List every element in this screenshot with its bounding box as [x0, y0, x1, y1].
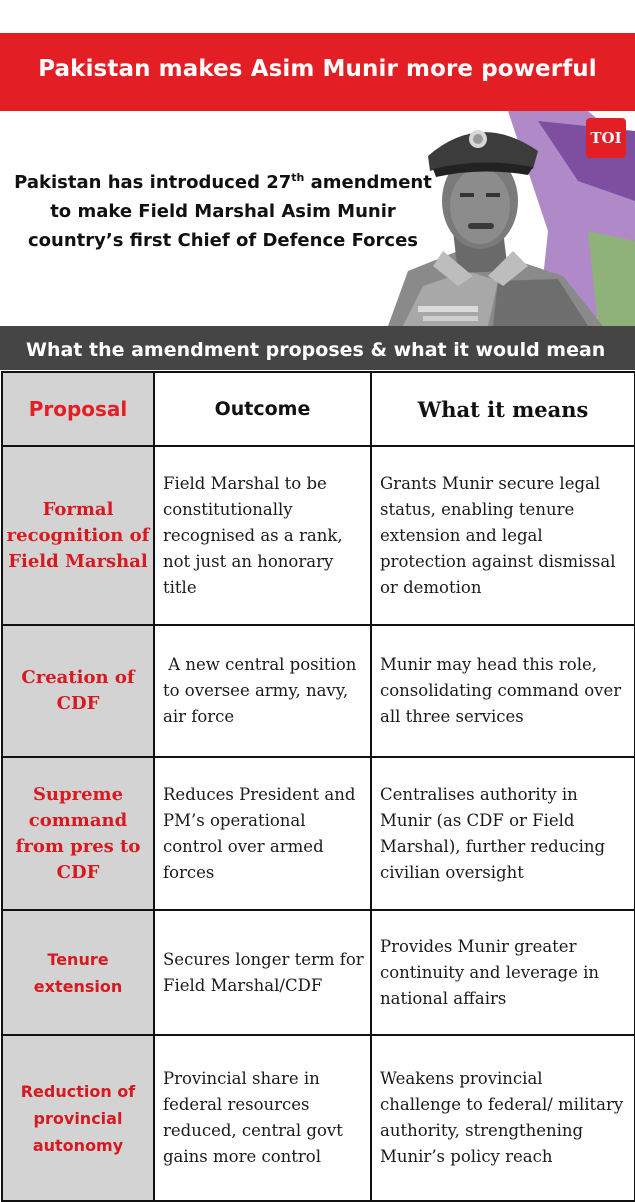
table-row [2, 1035, 635, 1201]
meaning-cell: Provides Munir greater continuity and leverage in national affairs [371, 910, 635, 1035]
outcome-cell: Provincial share in federal resources reduced, central govt gains more control [154, 1035, 371, 1201]
table-row [2, 446, 635, 625]
table-row [2, 910, 635, 1035]
proposal-cell: Supreme command from pres to CDF [2, 757, 154, 910]
outcome-cell: A new central position to oversee army, navy, air force [154, 625, 371, 757]
header-what-it-means: What it means [371, 372, 635, 446]
outcome-cell: Reduces President and PM’s operational control over armed forces [154, 757, 371, 910]
outcome-cell: Field Marshal to be constitutionally recognised as a rank, not just an honorary title [154, 446, 371, 625]
toi-logo: TOI [586, 118, 626, 158]
title-banner [0, 33, 635, 111]
intro-line3: country’s first Chief of Defence Forces [27, 230, 418, 251]
section-header [0, 326, 635, 370]
section-header-text: What the amendment proposes & what it would mean [26, 339, 606, 361]
intro-text [8, 168, 438, 255]
meaning-cell: Centralises authority in Munir (as CDF or Field Marshal), further reducing civilian oversight [371, 757, 635, 910]
table-row [2, 625, 635, 757]
page-title: Pakistan makes Asim Munir more powerful [38, 56, 597, 82]
intro-line1-end: amendment [304, 172, 432, 193]
amendment-table [1, 371, 635, 1202]
intro-line2: to make Field Marshal Asim Munir [50, 201, 396, 222]
header-outcome: Outcome [154, 372, 371, 446]
meaning-cell: Weakens provincial challenge to federal/ military authority, strengthening Munir’s policy reach [371, 1035, 635, 1201]
table-row [2, 757, 635, 910]
proposal-cell: Tenure extension [2, 910, 154, 1035]
proposal-cell: Formal recognition of Field Marshal [2, 446, 154, 625]
intro-line1-start: Pakistan has introduced 27 [14, 172, 292, 193]
header-proposal: Proposal [2, 372, 154, 446]
meaning-cell: Munir may head this role, consolidating command over all three services [371, 625, 635, 757]
proposal-cell: Creation of CDF [2, 625, 154, 757]
intro-superscript: th [291, 171, 305, 184]
meaning-cell: Grants Munir secure legal status, enabling tenure extension and legal protection against dismissal or demotion [371, 446, 635, 625]
table-header-row [2, 372, 635, 446]
proposal-cell: Reduction of provincial autonomy [2, 1035, 154, 1201]
outcome-cell: Secures longer term for Field Marshal/CDF [154, 910, 371, 1035]
